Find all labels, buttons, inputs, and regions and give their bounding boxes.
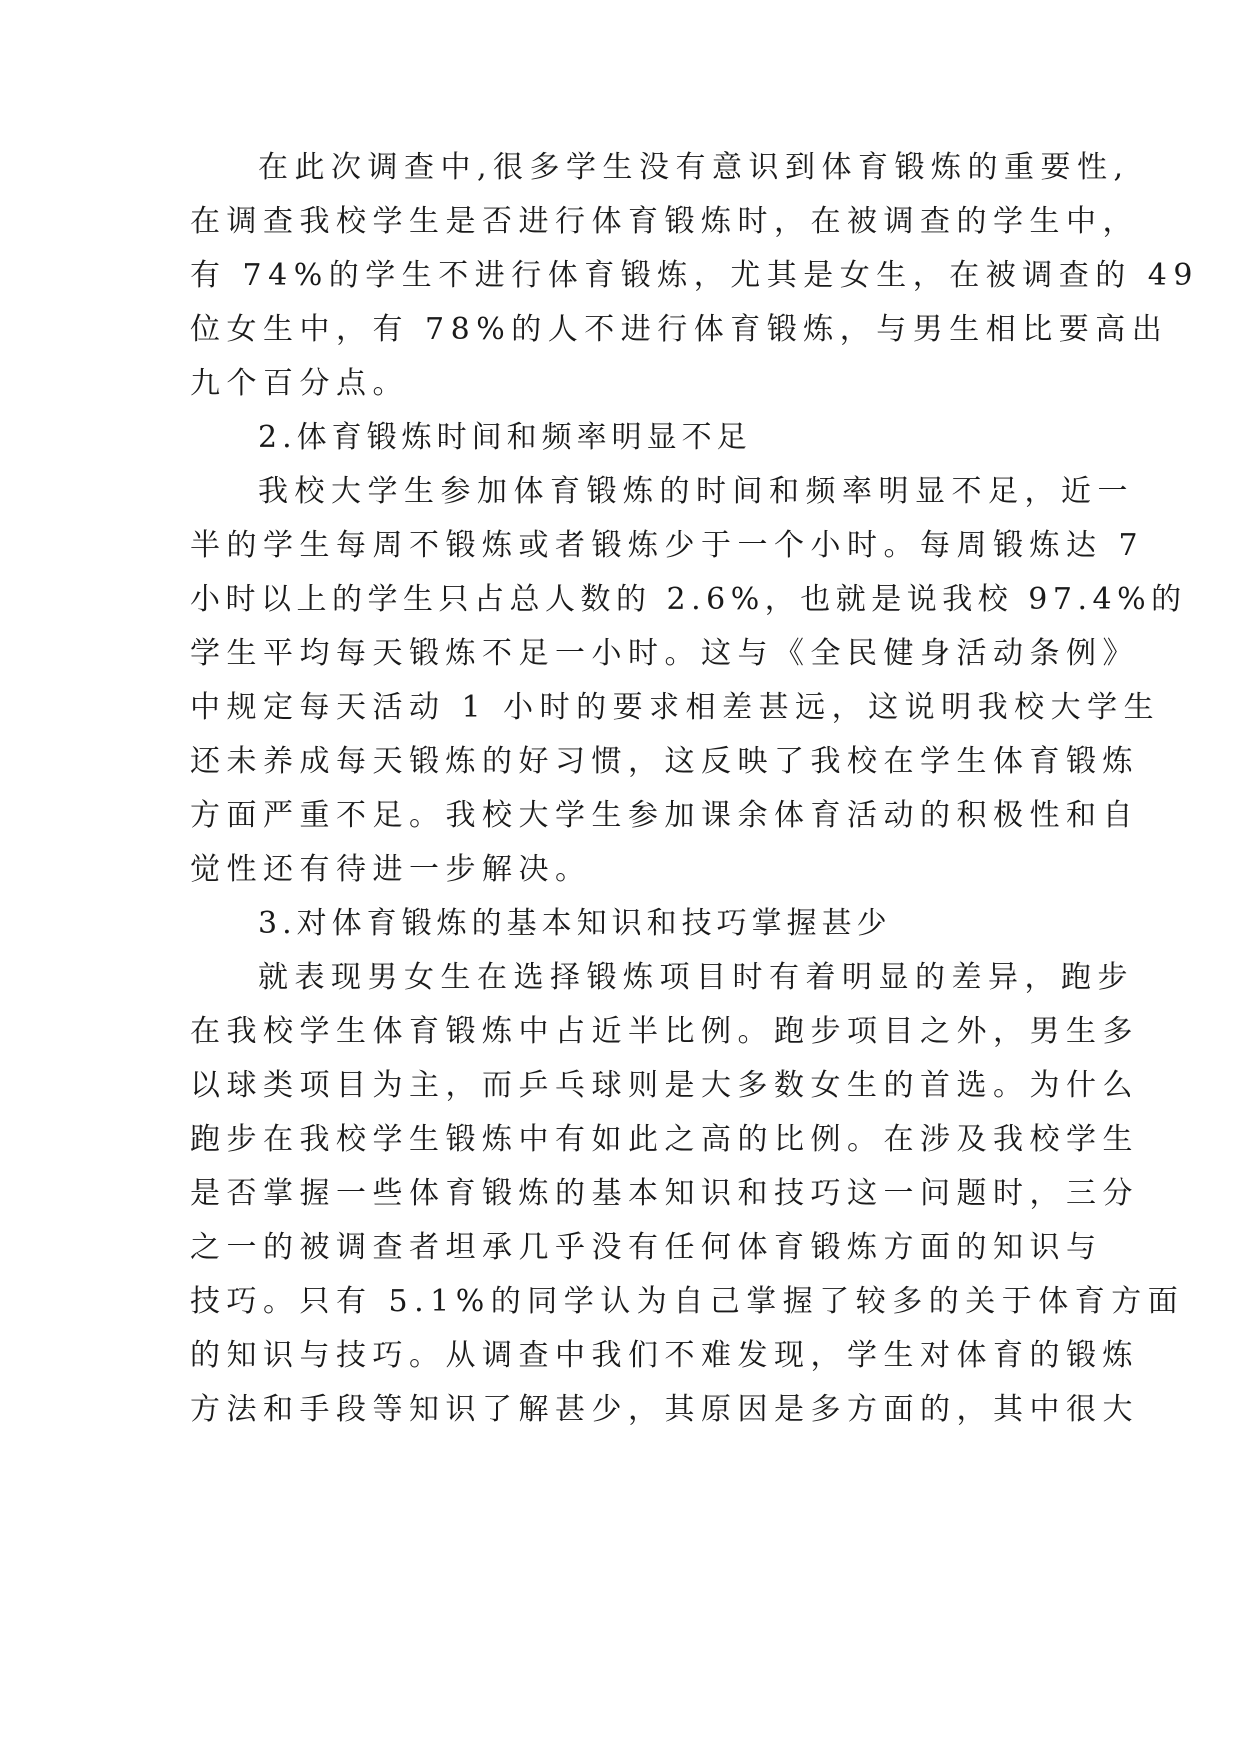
paragraph-line: 技巧。只有 5.1%的同学认为自己掌握了较多的关于体育方面 [190, 1284, 1185, 1319]
paragraph-line: 中规定每天活动 1 小时的要求相差甚远，这说明我校大学生 [190, 690, 1161, 725]
paragraph-line: 在我校学生体育锻炼中占近半比例。跑步项目之外，男生多 [190, 1014, 1139, 1049]
paragraph-line: 以球类项目为主，而乒乓球则是大多数女生的首选。为什么 [190, 1068, 1139, 1103]
section-heading: 2.体育锻炼时间和频率明显不足 [258, 420, 752, 455]
paragraph-line: 九个百分点。 [190, 366, 409, 401]
paragraph-line: 还未养成每天锻炼的好习惯，这反映了我校在学生体育锻炼 [190, 744, 1139, 779]
paragraph-line: 的知识与技巧。从调查中我们不难发现，学生对体育的锻炼 [190, 1338, 1139, 1373]
paragraph-line: 在调查我校学生是否进行体育锻炼时，在被调查的学生中， [190, 204, 1139, 239]
section-heading: 3.对体育锻炼的基本知识和技巧掌握甚少 [258, 906, 892, 941]
paragraph-line: 半的学生每周不锻炼或者锻炼少于一个小时。每周锻炼达 7 [190, 528, 1145, 563]
paragraph-line: 方法和手段等知识了解甚少，其原因是多方面的，其中很大 [190, 1392, 1139, 1427]
paragraph-line: 位女生中，有 78%的人不进行体育锻炼，与男生相比要高出 [190, 312, 1169, 347]
paragraph-line: 在此次调查中,很多学生没有意识到体育锻炼的重要性, [258, 150, 1130, 185]
paragraph-line: 学生平均每天锻炼不足一小时。这与《全民健身活动条例》 [190, 636, 1139, 671]
paragraph-line: 小时以上的学生只占总人数的 2.6%，也就是说我校 97.4%的 [190, 582, 1187, 617]
paragraph-line: 就表现男女生在选择锻炼项目时有着明显的差异，跑步 [258, 960, 1134, 995]
paragraph-line: 我校大学生参加体育锻炼的时间和频率明显不足，近一 [258, 474, 1134, 509]
paragraph-line: 跑步在我校学生锻炼中有如此之高的比例。在涉及我校学生 [190, 1122, 1139, 1157]
paragraph-line: 觉性还有待进一步解决。 [190, 852, 592, 887]
paragraph-line: 之一的被调查者坦承几乎没有任何体育锻炼方面的知识与 [190, 1230, 1103, 1265]
paragraph-line: 是否掌握一些体育锻炼的基本知识和技巧这一问题时，三分 [190, 1176, 1139, 1211]
paragraph-line: 有 74%的学生不进行体育锻炼，尤其是女生，在被调查的 49 [190, 258, 1199, 293]
paragraph-line: 方面严重不足。我校大学生参加课余体育活动的积极性和自 [190, 798, 1139, 833]
